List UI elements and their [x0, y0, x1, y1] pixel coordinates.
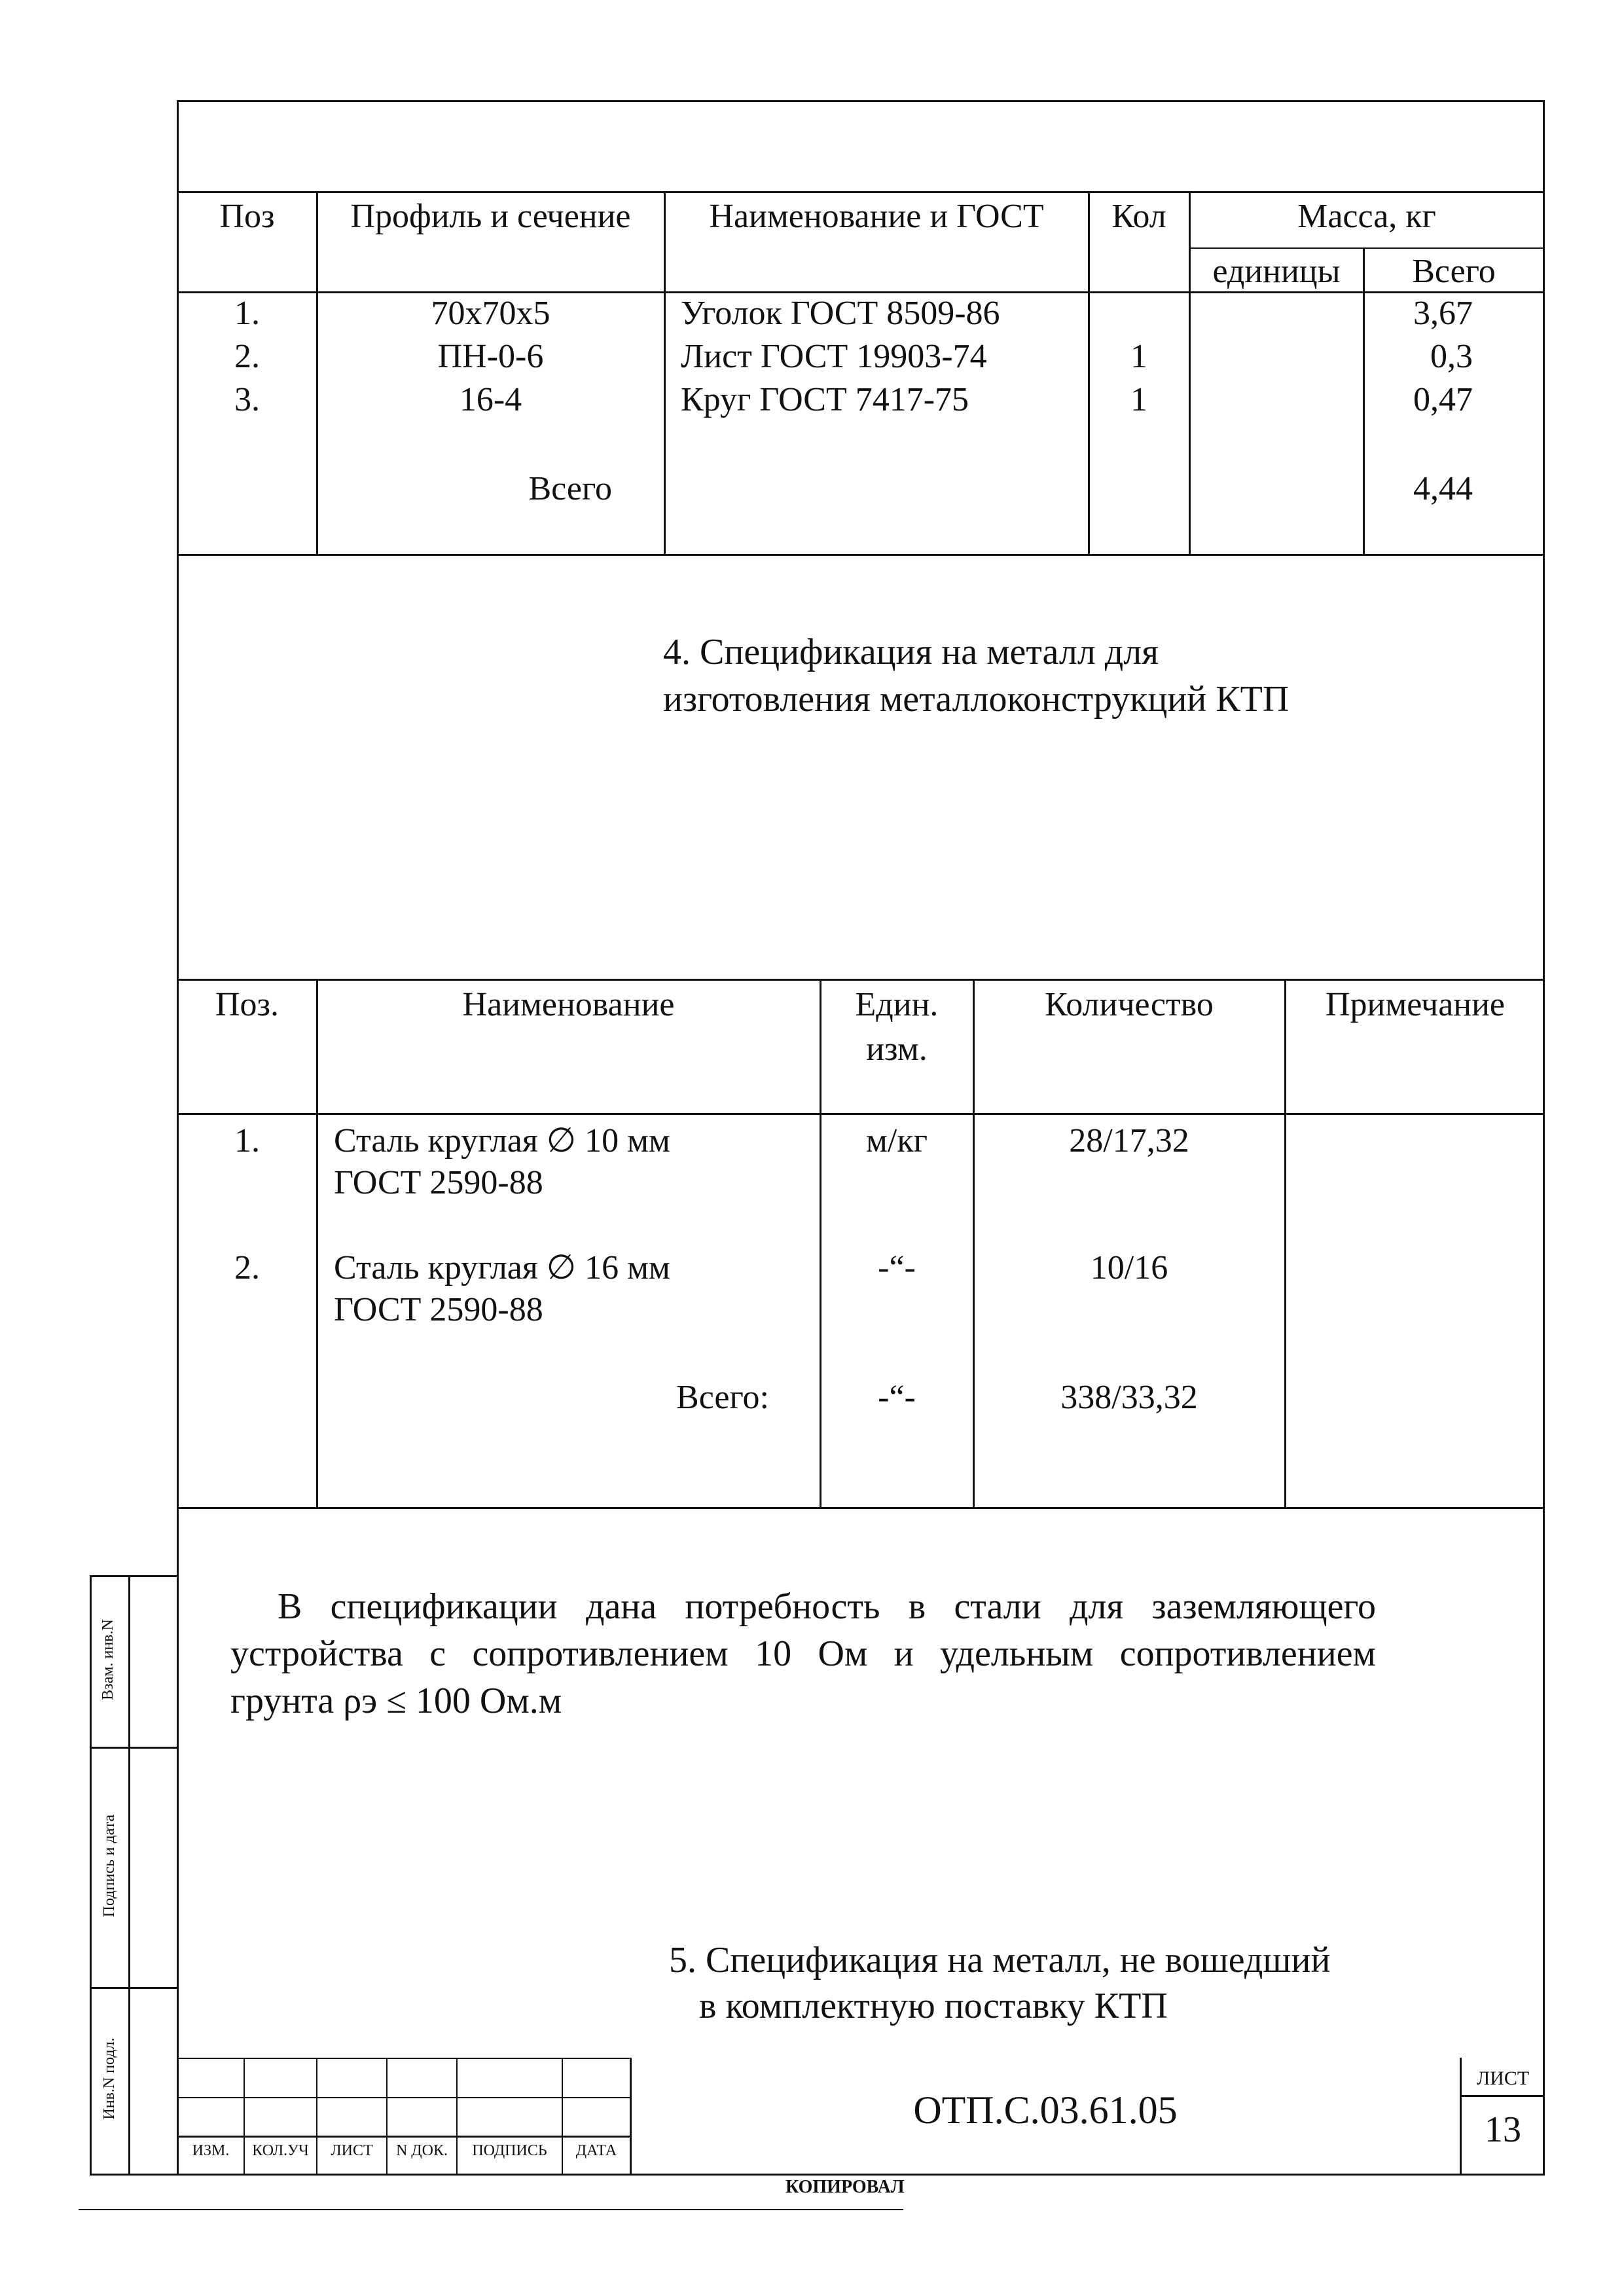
doc-code: ОТП.С.03.61.05: [913, 2088, 1178, 2132]
col-kol-label: КОЛ.УЧ: [252, 2142, 309, 2159]
cell-name: Уголок ГОСТ 8509-86: [681, 295, 1000, 332]
header-note: Примечание: [1325, 986, 1506, 1023]
paragraph-line2: устройства с сопротивлением 10 Ом и удельным сопротивлением: [230, 1633, 1376, 1674]
cell-profile: ПН-0-6: [437, 338, 544, 375]
header-profile: Профиль и сечение: [350, 198, 631, 235]
cell-pos: 1.: [234, 1122, 260, 1159]
frame-bottom: [177, 2174, 1545, 2176]
frame-top: [177, 100, 1545, 102]
cell-name-line1: Сталь круглая ∅ 10 мм: [334, 1122, 670, 1159]
header-pos: Поз: [219, 198, 275, 235]
paragraph-line3: грунта ρэ ≤ 100 Ом.м: [230, 1681, 562, 1721]
section4-title-line1: 4. Спецификация на металл для: [663, 632, 1159, 672]
sheet-label: ЛИСТ: [1476, 2068, 1530, 2089]
section4-title-line2: изготовления металлоконструкций КТП: [663, 679, 1290, 720]
cell-unit: -“-: [878, 1249, 916, 1286]
cell-pos: 1.: [234, 295, 260, 332]
cell-total: 0,3: [1430, 338, 1473, 375]
footer-line: [79, 2209, 903, 2210]
paragraph-line1: В спецификации дана потребность в стали для заземляющего: [278, 1586, 1376, 1627]
header-pos: Поз.: [215, 986, 280, 1023]
header-qty: Кол: [1111, 198, 1166, 235]
sum-qty: 338/33,32: [1060, 1379, 1198, 1416]
header-name: Наименование и ГОСТ: [709, 198, 1044, 235]
section5-title-line1: 5. Спецификация на металл, не вошедший: [669, 1940, 1331, 1980]
col-data-label: ДАТА: [575, 2142, 617, 2159]
col-list-label: ЛИСТ: [331, 2142, 373, 2159]
cell-total: 0,47: [1413, 381, 1473, 418]
cell-profile: 70х70х5: [431, 295, 550, 332]
header-mass-unit: единицы: [1212, 253, 1341, 290]
cell-qty: 1: [1130, 338, 1147, 375]
header-unit-line2: изм.: [866, 1030, 928, 1068]
frame-right: [1543, 100, 1545, 2176]
sum-label: Всего:: [676, 1379, 769, 1416]
cell-name-line1: Сталь круглая ∅ 16 мм: [334, 1249, 670, 1286]
col-podpis-label: ПОДПИСЬ: [472, 2142, 547, 2159]
cell-total: 3,67: [1413, 295, 1473, 332]
cell-unit: м/кг: [866, 1122, 928, 1159]
copied-label: КОПИРОВАЛ: [785, 2177, 905, 2197]
cell-pos: 3.: [234, 381, 260, 418]
cell-name: Лист ГОСТ 19903-74: [681, 338, 987, 375]
cell-name-line2: ГОСТ 2590-88: [334, 1291, 543, 1328]
header-mass: Масса, кг: [1297, 198, 1436, 235]
header-name: Наименование: [462, 986, 675, 1023]
cell-qty: 10/16: [1090, 1249, 1168, 1286]
section5-title-line2: в комплектную поставку КТП: [699, 1986, 1168, 2026]
header-unit-line1: Един.: [855, 986, 939, 1023]
col-izm-label: ИЗМ.: [192, 2142, 230, 2159]
stamp-inv-label: Инв.N подл.: [101, 2037, 118, 2120]
cell-name: Круг ГОСТ 7417-75: [681, 381, 969, 418]
cell-profile: 16-4: [459, 381, 522, 418]
stamp-podpis-label: Подпись и дата: [101, 1814, 118, 1918]
cell-qty: 1: [1130, 381, 1147, 418]
sum-unit: -“-: [878, 1379, 916, 1416]
col-ndok-label: N ДОК.: [395, 2142, 448, 2159]
stamp-vzam-label: Взам. инв.N: [99, 1619, 117, 1700]
header-mass-total: Всего: [1412, 253, 1496, 290]
cell-pos: 2.: [234, 338, 260, 375]
note-paragraph: [230, 1583, 1376, 1724]
header-qty: Количество: [1045, 986, 1214, 1023]
cell-qty: 28/17,32: [1069, 1122, 1189, 1159]
sum-value: 4,44: [1413, 470, 1473, 507]
cell-pos: 2.: [234, 1249, 260, 1286]
cell-name-line2: ГОСТ 2590-88: [334, 1164, 543, 1201]
sum-label: Всего: [528, 470, 612, 507]
sheet-number: 13: [1485, 2109, 1521, 2150]
